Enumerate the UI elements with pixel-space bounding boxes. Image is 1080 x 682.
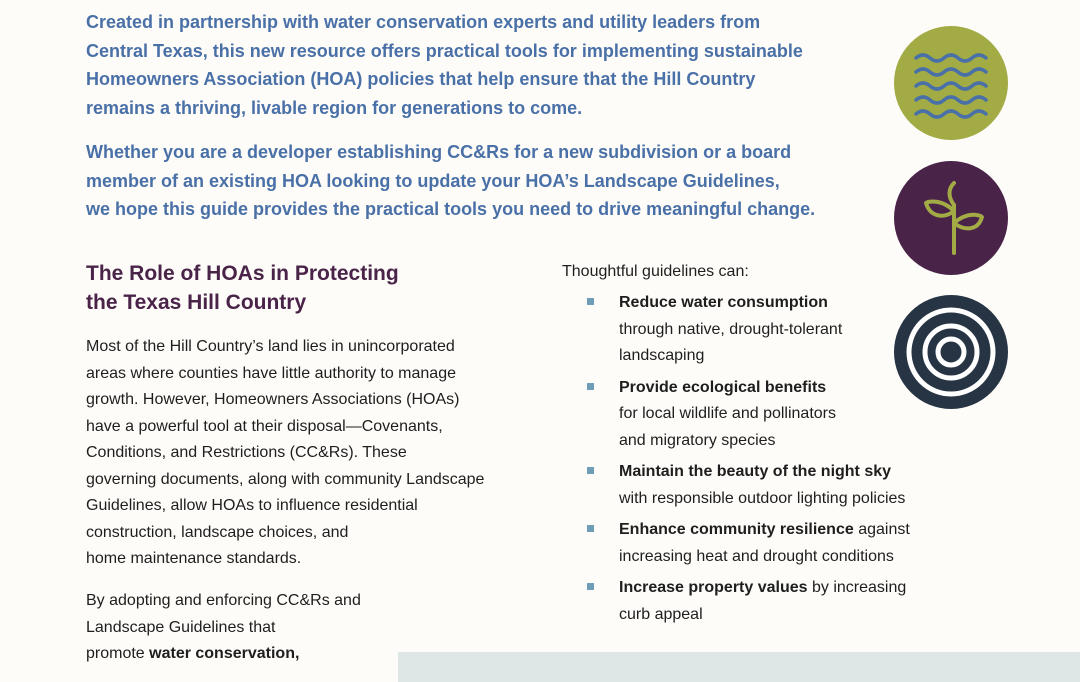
body-line: home maintenance standards.	[86, 550, 302, 567]
list-item-rest: against	[853, 521, 910, 538]
body-line: Landscape Guidelines that	[86, 618, 276, 636]
bullet-square-icon	[587, 525, 594, 532]
callout-panel	[398, 652, 1080, 682]
list-item-bold: Provide ecological benefits	[619, 378, 827, 396]
guidelines-list	[585, 290, 965, 633]
body-line: governing documents, along with community Landscape	[86, 470, 485, 488]
list-item-line: for local wildlife and pollinators	[619, 405, 836, 422]
body-line: construction, landscape choices, and	[86, 523, 349, 541]
list-item	[585, 517, 965, 570]
intro-paragraph-1	[86, 8, 876, 122]
intro-line: Homeowners Association (HOA) policies that help ensure that the Hill Country	[86, 69, 756, 89]
section-title	[86, 259, 486, 317]
list-item-line: increasing heat and drought conditions	[619, 547, 894, 565]
list-item-bold: Increase property values	[619, 579, 808, 596]
body-line: areas where counties have little authority to manage	[86, 364, 456, 382]
list-item	[585, 575, 965, 628]
list-item	[585, 375, 965, 455]
section-title-line: The Role of HOAs in Protecting	[86, 262, 399, 285]
intro-line: we hope this guide provides the practical tools you need to drive meaningful change.	[86, 199, 816, 219]
list-item-heading	[619, 575, 965, 602]
list-item-line: and migratory species	[619, 431, 776, 449]
plant-sprout-icon	[894, 161, 1008, 275]
list-item-line: curb appeal	[619, 605, 703, 623]
water-waves-icon	[894, 26, 1008, 140]
bullet-square-icon	[587, 467, 594, 474]
list-item-bold: Reduce water consumption	[619, 294, 828, 311]
list-item-heading	[619, 375, 965, 402]
body-line: By adopting and enforcing CC&Rs and	[86, 592, 361, 609]
bullet-square-icon	[587, 298, 594, 305]
section-title-line: the Texas Hill Country	[86, 291, 307, 314]
body-paragraph-1	[86, 334, 526, 573]
list-item-bold: Enhance community resilience	[619, 521, 854, 538]
guidelines-intro: Thoughtful guidelines can:	[562, 263, 749, 280]
list-item-heading	[619, 517, 965, 544]
intro-line: Whether you are a developer establishing CC&Rs for a new subdivision or a board	[86, 142, 792, 162]
intro-line: member of an existing HOA looking to update your HOA’s Landscape Guidelines,	[86, 170, 780, 191]
bullet-square-icon	[587, 583, 594, 590]
intro-line: Created in partnership with water conservation experts and utility leaders from	[86, 12, 761, 32]
list-item-bold: Maintain the beauty of the night sky	[619, 463, 892, 480]
list-item-rest: by increasing	[807, 579, 907, 596]
list-item-heading	[619, 459, 965, 486]
body-line: growth. However, Homeowners Associations (HOAs)	[86, 391, 460, 408]
intro-paragraph-2	[86, 138, 876, 224]
list-item-heading	[619, 290, 965, 317]
bullet-square-icon	[587, 383, 594, 390]
body-text-bold: water conservation,	[149, 645, 300, 662]
body-line: Most of the Hill Country’s land lies in unincorporated	[86, 338, 455, 355]
list-item-line: with responsible outdoor lighting policies	[619, 489, 906, 507]
list-item-line: landscaping	[619, 347, 705, 364]
intro-line: remains a thriving, livable region for generations to come.	[86, 97, 583, 118]
body-text-plain: promote	[86, 645, 150, 662]
list-item	[585, 459, 965, 512]
body-line: have a powerful tool at their disposal—Covenants,	[86, 417, 443, 435]
body-line: Guidelines, allow HOAs to influence residential	[86, 497, 418, 514]
body-line: Conditions, and Restrictions (CC&Rs). These	[86, 444, 407, 461]
list-item-line: through native, drought-tolerant	[619, 320, 843, 338]
intro-line: Central Texas, this new resource offers practical tools for implementing sustainable	[86, 40, 803, 61]
list-item	[585, 290, 965, 370]
